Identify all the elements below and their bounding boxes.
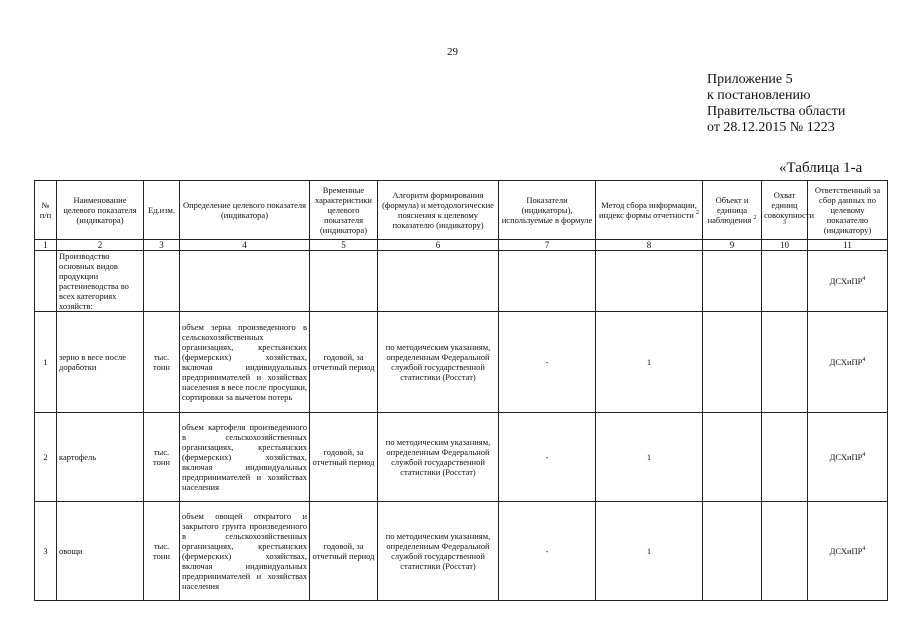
header-unit: Ед.изм. bbox=[144, 181, 180, 240]
column-number-row bbox=[35, 240, 888, 251]
appendix-reference bbox=[707, 72, 845, 136]
row-indicators: - bbox=[499, 312, 596, 413]
row-method: 1 bbox=[596, 502, 703, 601]
row-coverage bbox=[762, 413, 808, 502]
row-definition: объем картофеля произведенного в сельскохозяйственных организациях, крестьянских (фермерских) хозяйствах, включая индивидуальных предпринимателей и хозяйствах населения bbox=[180, 413, 310, 502]
table-row bbox=[35, 312, 888, 413]
row-object bbox=[703, 413, 762, 502]
row-unit: тыс. тонн bbox=[144, 502, 180, 601]
table-row bbox=[35, 413, 888, 502]
column-number: 7 bbox=[499, 240, 596, 251]
row-algorithm: по методическим указаниям, определенным Федеральной службой государственной статистики (Росстат) bbox=[378, 413, 499, 502]
indicators-table bbox=[34, 180, 888, 601]
row-definition: объем зерна произведенного в сельскохозяйственных организациях, крестьянских (фермерских) хозяйствах, включая индивидуальных предпринимателей и хозяйствах населения в весе после просушки, сортировки за вычетом потерь bbox=[180, 312, 310, 413]
header-coverage: Охват единиц совокупности $^3$ bbox=[762, 181, 808, 240]
column-number: 6 bbox=[378, 240, 499, 251]
row-responsible: ДСХиПР$^4$ bbox=[808, 502, 888, 601]
row-time: годовой, за отчетный период bbox=[310, 413, 378, 502]
table-title: «Таблица 1-а bbox=[779, 160, 863, 176]
row-time: годовой, за отчетный период bbox=[310, 312, 378, 413]
header-definition: Определение целевого показателя (индикатора) bbox=[180, 181, 310, 240]
row-name: овощи bbox=[57, 502, 144, 601]
column-number: 2 bbox=[57, 240, 144, 251]
row-definition: объем овощей открытого и закрытого грунта произведенного в сельскохозяйственных организациях, крестьянских (фермерских) хозяйствах, включая индивидуальных предпринимателей и хозяйствах населения bbox=[180, 502, 310, 601]
row-algorithm: по методическим указаниям, определенным Федеральной службой государственной статистики (Росстат) bbox=[378, 502, 499, 601]
row-algorithm: по методическим указаниям, определенным Федеральной службой государственной статистики (Росстат) bbox=[378, 312, 499, 413]
column-number: 9 bbox=[703, 240, 762, 251]
category-responsible: ДСХиПР$^4$ bbox=[808, 251, 888, 312]
row-coverage bbox=[762, 312, 808, 413]
column-number: 4 bbox=[180, 240, 310, 251]
row-name: зерно в весе после доработки bbox=[57, 312, 144, 413]
column-number: 8 bbox=[596, 240, 703, 251]
header-responsible: Ответственный за сбор данных по целевому показателю (индикатору) bbox=[808, 181, 888, 240]
appendix-line-4: от 28.12.2015 № 1223 bbox=[707, 120, 835, 135]
category-name: Производство основных видов продукции растениеводства во всех категориях хозяйств: bbox=[57, 251, 144, 312]
row-object bbox=[703, 502, 762, 601]
appendix-line-3: Правительства области bbox=[707, 104, 846, 119]
appendix-line-1: Приложение 5 bbox=[707, 72, 793, 87]
row-num: 2 bbox=[35, 413, 57, 502]
row-object bbox=[703, 312, 762, 413]
column-number: 3 bbox=[144, 240, 180, 251]
row-indicators: - bbox=[499, 413, 596, 502]
header-method: Метод сбора информации, индекс формы отчетности $^2$ bbox=[596, 181, 703, 240]
column-number: 5 bbox=[310, 240, 378, 251]
row-method: 1 bbox=[596, 312, 703, 413]
category-num bbox=[35, 251, 57, 312]
header-name: Наименование целевого показателя (индикатора) bbox=[57, 181, 144, 240]
header-algorithm: Алгоритм формирования (формула) и методологические пояснения к целевому показателю (индикатору) bbox=[378, 181, 499, 240]
column-number: 1 bbox=[35, 240, 57, 251]
header-row bbox=[35, 181, 888, 240]
row-num: 3 bbox=[35, 502, 57, 601]
appendix-line-2: к постановлению bbox=[707, 88, 811, 103]
page-number: 29 bbox=[447, 46, 458, 58]
row-coverage bbox=[762, 502, 808, 601]
header-indicators: Показатели (индикаторы), используемые в формуле bbox=[499, 181, 596, 240]
header-time: Временные характеристики целевого показателя (индикатора) bbox=[310, 181, 378, 240]
row-indicators: - bbox=[499, 502, 596, 601]
category-row bbox=[35, 251, 888, 312]
row-unit: тыс. тонн bbox=[144, 413, 180, 502]
row-responsible: ДСХиПР$^4$ bbox=[808, 312, 888, 413]
column-number: 11 bbox=[808, 240, 888, 251]
table-row bbox=[35, 502, 888, 601]
row-unit: тыс. тонн bbox=[144, 312, 180, 413]
row-num: 1 bbox=[35, 312, 57, 413]
row-time: годовой, за отчетный период bbox=[310, 502, 378, 601]
row-method: 1 bbox=[596, 413, 703, 502]
header-num: № п/п bbox=[35, 181, 57, 240]
column-number: 10 bbox=[762, 240, 808, 251]
row-name: картофель bbox=[57, 413, 144, 502]
row-responsible: ДСХиПР$^4$ bbox=[808, 413, 888, 502]
header-object: Объект и единица наблюдения $^2$ bbox=[703, 181, 762, 240]
